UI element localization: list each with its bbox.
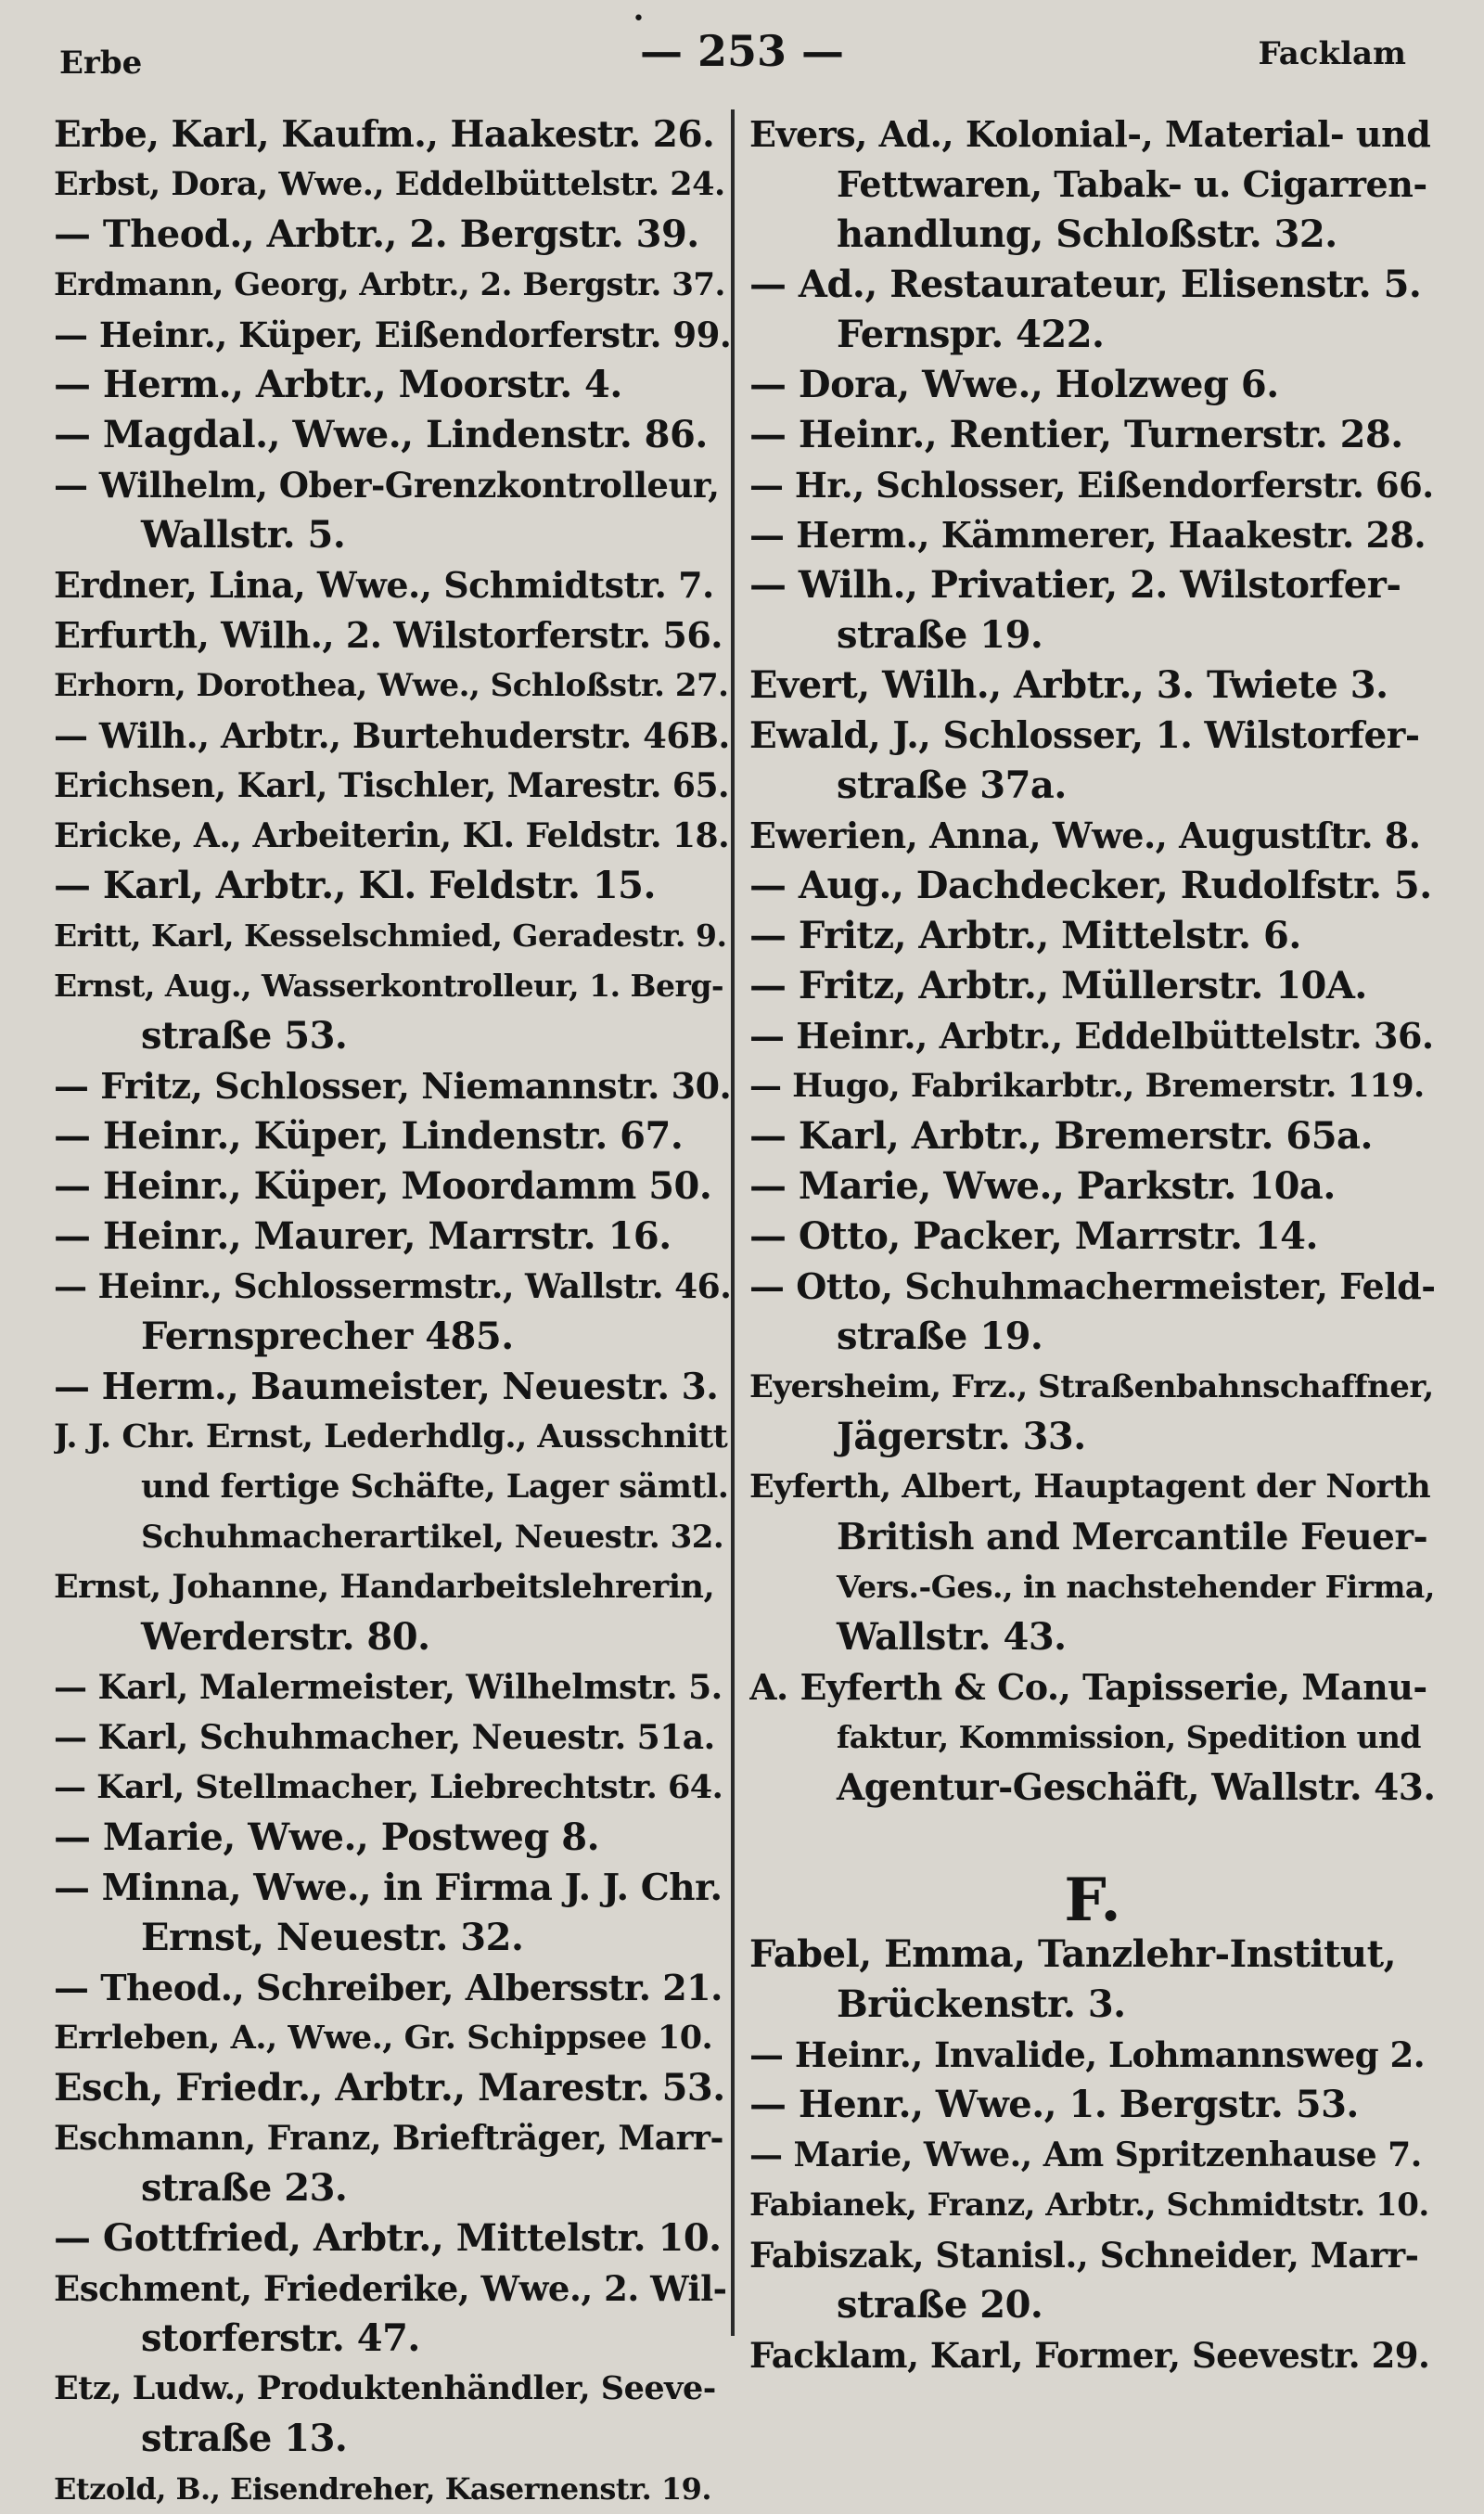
directory-entry-line: Evert, Wilh., Arbtr., 3. Twiete 3. bbox=[749, 663, 1388, 707]
entry-continuation-line: straße 13. bbox=[141, 2417, 348, 2460]
header-last-entry: Facklam bbox=[1258, 35, 1406, 72]
directory-entry-line: — Karl, Stellmacher, Liebrechtstr. 64. bbox=[54, 1768, 723, 1806]
directory-entry-line: Fabianek, Franz, Arbtr., Schmidtstr. 10. bbox=[749, 2187, 1429, 2224]
directory-entry-line: Fabel, Emma, Tanzlehr-Institut, bbox=[749, 1932, 1396, 1976]
directory-entry-line: — Heinr., Maurer, Marrstr. 16. bbox=[54, 1214, 672, 1258]
directory-entry-line: — Heinr., Invalide, Lohmannsweg 2. bbox=[749, 2034, 1426, 2075]
page-number: — 253 — bbox=[639, 26, 845, 76]
page-header bbox=[0, 7, 1484, 82]
entry-continuation-line: Wallstr. 5. bbox=[141, 513, 346, 557]
directory-entry-line: Errleben, A., Wwe., Gr. Schippsee 10. bbox=[54, 2019, 713, 2057]
entry-continuation-line: straße 19. bbox=[837, 613, 1043, 657]
directory-entry-line: Eschment, Friederike, Wwe., 2. Wil- bbox=[54, 2268, 727, 2309]
left-column bbox=[54, 109, 731, 2514]
entry-continuation-line: straße 53. bbox=[141, 1014, 348, 1058]
directory-entry-line: — Heinr., Küper, Eißendorferstr. 99. bbox=[54, 314, 731, 355]
directory-entry-line: — Theod., Schreiber, Albersstr. 21. bbox=[54, 1967, 723, 2008]
entry-continuation-line: British and Mercantile Feuer- bbox=[837, 1516, 1428, 1558]
entry-continuation-line: Vers.-Ges., in nachstehender Firma, bbox=[837, 1569, 1435, 1605]
directory-entry-line: Etz, Ludw., Produktenhändler, Seeve- bbox=[54, 2369, 716, 2407]
entry-continuation-line: Brückenstr. 3. bbox=[837, 1982, 1126, 2026]
directory-entry-line: — Minna, Wwe., in Firma J. J. Chr. bbox=[54, 1866, 723, 1909]
directory-entry-line: — Herm., Arbtr., Moorstr. 4. bbox=[54, 363, 622, 406]
entry-continuation-line: und fertige Schäfte, Lager sämtl. bbox=[141, 1468, 729, 1506]
directory-entry-line: — Hr., Schlosser, Eißendorferstr. 66. bbox=[749, 465, 1434, 506]
directory-entry-line: Etzold, B., Eisendreher, Kasernenstr. 19. bbox=[54, 2471, 712, 2507]
directory-entry-line: — Heinr., Rentier, Turnerstr. 28. bbox=[749, 413, 1403, 456]
entry-continuation-line: Schuhmacherartikel, Neuestr. 32. bbox=[141, 1519, 724, 1556]
directory-entry-line: Facklam, Karl, Former, Seevestr. 29. bbox=[749, 2335, 1430, 2376]
directory-entry-line: — Otto, Packer, Marrstr. 14. bbox=[749, 1214, 1318, 1258]
directory-entry-line: — Gottfried, Arbtr., Mittelstr. 10. bbox=[54, 2216, 722, 2260]
directory-entry-line: — Theod., Arbtr., 2. Bergstr. 39. bbox=[54, 212, 699, 256]
directory-entry-line: Evers, Ad., Kolonial-, Material- und bbox=[749, 113, 1431, 155]
directory-entry-line: — Otto, Schuhmachermeister, Feld- bbox=[749, 1265, 1436, 1307]
directory-entry-line: — Karl, Arbtr., Kl. Feldstr. 15. bbox=[54, 864, 656, 907]
entry-continuation-line: Werderstr. 80. bbox=[141, 1615, 430, 1659]
directory-entry-line: Eritt, Karl, Kesselschmied, Geradestr. 9. bbox=[54, 917, 727, 954]
directory-entry-line: — Henr., Wwe., 1. Bergstr. 53. bbox=[749, 2083, 1359, 2126]
directory-entry-line: — Karl, Arbtr., Bremerstr. 65a. bbox=[749, 1114, 1373, 1158]
directory-entry-line: — Fritz, Arbtr., Müllerstr. 10A. bbox=[749, 964, 1367, 1007]
directory-entry-line: — Marie, Wwe., Am Spritzenhause 7. bbox=[749, 2136, 1422, 2174]
directory-entry-line: — Ad., Restaurateur, Elisenstr. 5. bbox=[749, 263, 1422, 306]
directory-entry-line: — Heinr., Arbtr., Eddelbüttelstr. 36. bbox=[749, 1015, 1434, 1057]
entry-continuation-line: straße 37a. bbox=[837, 763, 1067, 807]
directory-entry-line: Ewerien, Anna, Wwe., Augustſtr. 8. bbox=[749, 814, 1421, 856]
right-column-entries-bottom bbox=[749, 1930, 1436, 2380]
directory-entry-line: — Fritz, Arbtr., Mittelstr. 6. bbox=[749, 914, 1301, 957]
directory-entry-line: Erbst, Dora, Wwe., Eddelbüttelstr. 24. bbox=[54, 165, 725, 203]
directory-entry-line: Erdmann, Georg, Arbtr., 2. Bergstr. 37. bbox=[54, 266, 725, 303]
directory-entry-line: — Heinr., Küper, Lindenstr. 67. bbox=[54, 1114, 684, 1158]
entry-continuation-line: straße 19. bbox=[837, 1315, 1043, 1358]
directory-entry-line: — Wilhelm, Ober-Grenzkontrolleur, bbox=[54, 465, 720, 506]
entry-continuation-line: Wallstr. 43. bbox=[837, 1615, 1067, 1659]
entry-continuation-line: straße 20. bbox=[837, 2283, 1043, 2327]
directory-entry-line: Erhorn, Dorothea, Wwe., Schloßstr. 27. bbox=[54, 667, 729, 704]
entry-continuation-line: Ernst, Neuestr. 32. bbox=[141, 1916, 524, 1959]
directory-entry-line: — Karl, Schuhmacher, Neuestr. 51a. bbox=[54, 1718, 715, 1757]
directory-entry-line: — Marie, Wwe., Postweg 8. bbox=[54, 1815, 599, 1859]
entry-continuation-line: storferstr. 47. bbox=[141, 2316, 420, 2360]
directory-entry-line: J. J. Chr. Ernst, Lederhdlg., Ausschnitt bbox=[54, 1417, 728, 1456]
directory-entry-line: Erichsen, Karl, Tischler, Marestr. 65. bbox=[54, 766, 730, 805]
directory-entry-line: — Dora, Wwe., Holzweg 6. bbox=[749, 363, 1279, 406]
directory-entry-line: — Fritz, Schlosser, Niemannstr. 30. bbox=[54, 1065, 731, 1107]
directory-entry-line: Ernst, Johanne, Handarbeitslehrerin, bbox=[54, 1568, 715, 1606]
directory-entry-line: Esch, Friedr., Arbtr., Marestr. 53. bbox=[54, 2066, 725, 2110]
entry-continuation-line: straße 23. bbox=[141, 2166, 348, 2210]
directory-entry-line: Eschmann, Franz, Briefträger, Marr- bbox=[54, 2119, 723, 2158]
directory-entry-line: — Heinr., Schlossermstr., Wallstr. 46. bbox=[54, 1267, 731, 1306]
entry-continuation-line: faktur, Kommission, Spedition und bbox=[837, 1719, 1421, 1755]
entry-continuation-line: Fernsprecher 485. bbox=[141, 1315, 514, 1358]
directory-entry-line: Erdner, Lina, Wwe., Schmidtstr. 7. bbox=[54, 564, 714, 606]
directory-entry-line: Ewald, J., Schlosser, 1. Wilstorfer- bbox=[749, 714, 1420, 757]
directory-entry-line: Ernst, Aug., Wasserkontrolleur, 1. Berg- bbox=[54, 968, 724, 1004]
directory-entry-line: — Herm., Baumeister, Neuestr. 3. bbox=[54, 1366, 719, 1408]
directory-entry-line: — Marie, Wwe., Parkstr. 10a. bbox=[749, 1164, 1336, 1208]
directory-entry-line: Ericke, A., Arbeiterin, Kl. Feldstr. 18. bbox=[54, 816, 730, 855]
entry-continuation-line: Fettwaren, Tabak- u. Cigarren- bbox=[837, 163, 1427, 205]
directory-entry-line: Fabiszak, Stanisl., Schneider, Marr- bbox=[749, 2235, 1419, 2276]
directory-entry-line: Erbe, Karl, Kaufm., Haakestr. 26. bbox=[54, 113, 715, 156]
directory-entry-line: Erfurth, Wilh., 2. Wilstorferstr. 56. bbox=[54, 614, 723, 656]
entry-continuation-line: Jägerstr. 33. bbox=[837, 1415, 1086, 1458]
right-column bbox=[749, 109, 1436, 2380]
directory-entry-line: — Wilh., Privatier, 2. Wilstorfer- bbox=[749, 563, 1401, 607]
ink-dot: • bbox=[633, 7, 645, 31]
column-divider bbox=[731, 109, 735, 2336]
header-first-entry: Erbe bbox=[59, 45, 143, 82]
directory-entry-line: Eyferth, Albert, Hauptagent der North bbox=[749, 1468, 1431, 1506]
entry-continuation-line: handlung, Schloßstr. 32. bbox=[837, 212, 1337, 256]
right-column-entries-top bbox=[749, 109, 1436, 1813]
directory-entry-line: — Magdal., Wwe., Lindenstr. 86. bbox=[54, 413, 708, 456]
directory-entry-line: Eyersheim, Frz., Straßenbahnschaffner, bbox=[749, 1368, 1434, 1405]
entry-continuation-line: Agentur-Geschäft, Wallstr. 43. bbox=[837, 1766, 1436, 1809]
directory-entry-line: — Herm., Kämmerer, Haakestr. 28. bbox=[749, 514, 1426, 556]
section-letter: F. bbox=[1064, 1866, 1121, 1935]
directory-entry-line: — Wilh., Arbtr., Burtehuderstr. 46B. bbox=[54, 715, 730, 756]
directory-entry-line: — Heinr., Küper, Moordamm 50. bbox=[54, 1164, 712, 1208]
directory-entry-line: — Hugo, Fabrikarbtr., Bremerstr. 119. bbox=[749, 1067, 1425, 1105]
directory-entry-line: — Aug., Dachdecker, Rudolfstr. 5. bbox=[749, 864, 1432, 907]
entry-continuation-line: Fernspr. 422. bbox=[837, 313, 1105, 356]
directory-entry-line: — Karl, Malermeister, Wilhelmstr. 5. bbox=[54, 1668, 723, 1707]
directory-entry-line: A. Eyferth & Co., Tapisserie, Manu- bbox=[749, 1666, 1427, 1708]
